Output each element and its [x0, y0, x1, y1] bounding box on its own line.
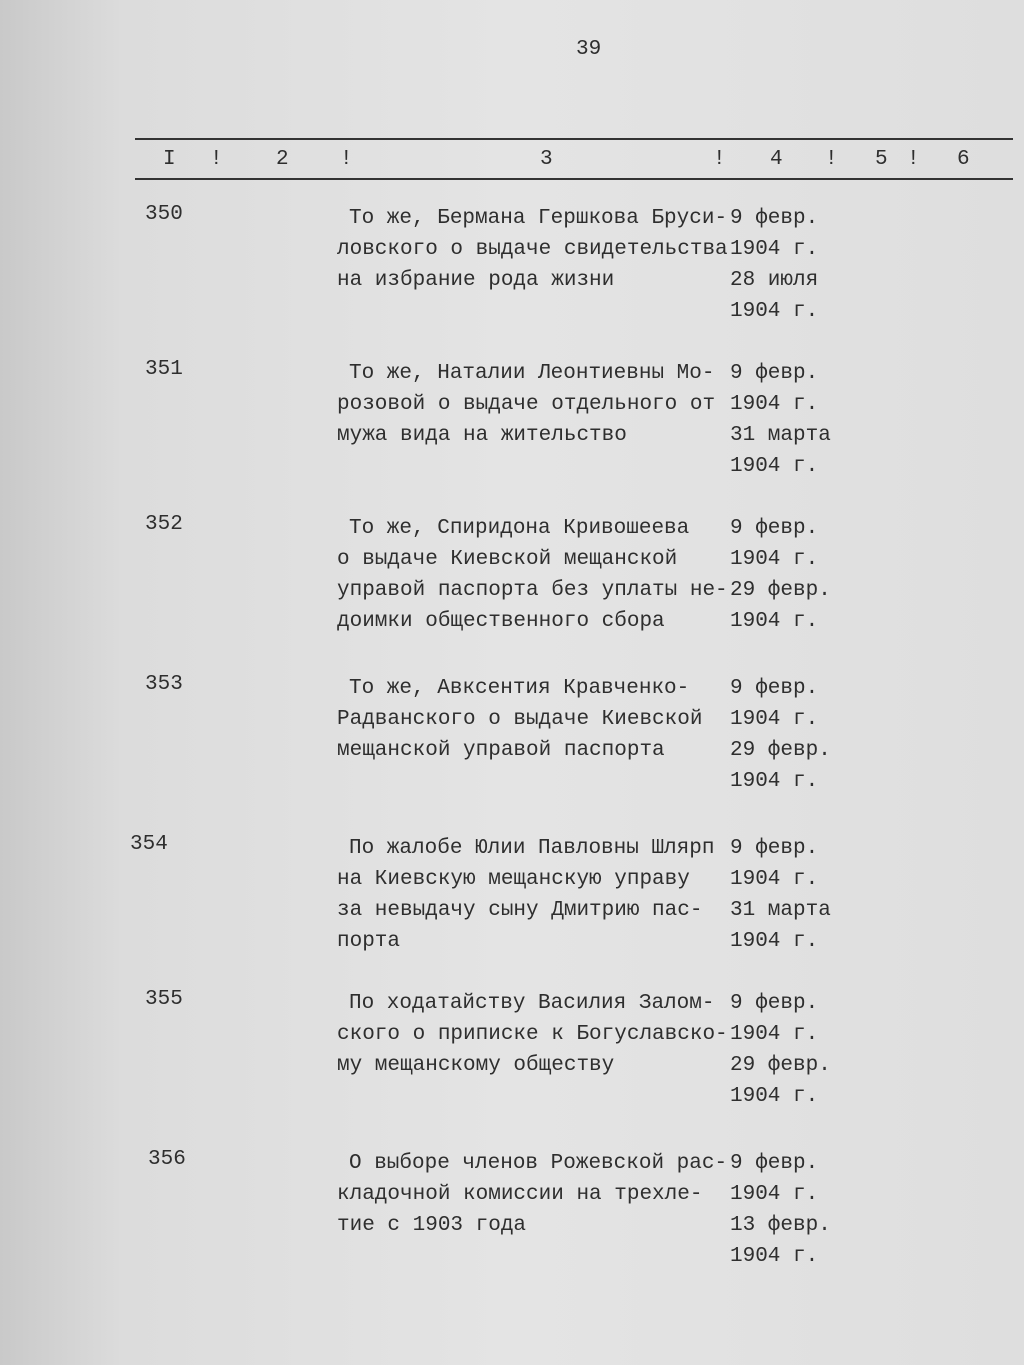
description-line: за невыдачу сыну Дмитрию пас-: [337, 899, 703, 922]
description-line: То же, Бермана Гершкова Бруси-: [349, 207, 728, 230]
page-number: 39: [576, 38, 602, 61]
date-line: 9 февр.: [730, 992, 819, 1015]
description-line: о выдаче Киевской мещанской: [337, 548, 678, 571]
entry-number: 352: [145, 513, 183, 536]
header-top-rule: [135, 138, 1013, 140]
description-line: тие с 1903 года: [337, 1214, 527, 1237]
entry-description: [337, 988, 728, 1081]
entry-number: 350: [145, 203, 183, 226]
entry-dates: [730, 203, 818, 327]
description-line: мещанской управой паспорта: [337, 739, 665, 762]
date-line: 9 февр.: [730, 1152, 819, 1175]
column-header-6: 6: [957, 148, 970, 171]
description-line: ловского о выдаче свидетельства: [337, 238, 728, 261]
column-header-5: 5: [875, 148, 888, 171]
description-line: на Киевскую мещанскую управу: [337, 868, 690, 891]
entry-description: [337, 833, 714, 957]
description-line: порта: [337, 930, 401, 953]
column-header-4: 4: [770, 148, 783, 171]
description-line: По жалобе Юлии Павловны Шлярп: [349, 837, 715, 860]
description-line: Радванского о выдаче Киевской: [337, 708, 703, 731]
column-separator: !: [713, 148, 726, 171]
date-line: 1904 г.: [730, 300, 819, 323]
column-separator: !: [825, 148, 838, 171]
date-line: 31 марта: [730, 899, 831, 922]
column-header-3: 3: [540, 148, 553, 171]
entry-number: 353: [145, 673, 183, 696]
date-line: 29 февр.: [730, 739, 831, 762]
description-line: доимки общественного сбора: [337, 610, 665, 633]
date-line: 1904 г.: [730, 238, 819, 261]
column-separator: !: [340, 148, 353, 171]
entry-description: [337, 1148, 727, 1241]
description-line: То же, Наталии Леонтиевны Мо-: [349, 362, 715, 385]
date-line: 9 февр.: [730, 677, 819, 700]
date-line: 29 февр.: [730, 579, 831, 602]
description-line: По ходатайству Василия Залом-: [349, 992, 715, 1015]
entry-dates: [730, 833, 831, 957]
entry-dates: [730, 673, 831, 797]
date-line: 1904 г.: [730, 1245, 819, 1268]
date-line: 1904 г.: [730, 1023, 819, 1046]
date-line: 1904 г.: [730, 610, 819, 633]
date-line: 1904 г.: [730, 708, 819, 731]
date-line: 1904 г.: [730, 868, 819, 891]
date-line: 1904 г.: [730, 393, 819, 416]
entry-dates: [730, 1148, 831, 1272]
date-line: 29 февр.: [730, 1054, 831, 1077]
entry-description: [337, 673, 702, 766]
date-line: 1904 г.: [730, 770, 819, 793]
date-line: 1904 г.: [730, 1183, 819, 1206]
description-line: ского о приписке к Богуславско-: [337, 1023, 728, 1046]
date-line: 9 февр.: [730, 362, 819, 385]
entry-dates: [730, 513, 831, 637]
description-line: на избрание рода жизни: [337, 269, 615, 292]
description-line: му мещанскому обществу: [337, 1054, 615, 1077]
description-line: кладочной комиссии на трехле-: [337, 1183, 703, 1206]
description-line: управой паспорта без уплаты не-: [337, 579, 728, 602]
date-line: 31 марта: [730, 424, 831, 447]
date-line: 13 февр.: [730, 1214, 831, 1237]
entry-dates: [730, 988, 831, 1112]
description-line: О выборе членов Рожевской рас-: [349, 1152, 728, 1175]
entry-description: [337, 513, 728, 637]
date-line: 1904 г.: [730, 455, 819, 478]
column-header-2: 2: [276, 148, 289, 171]
description-line: То же, Авксентия Кравченко-: [349, 677, 690, 700]
entry-number: 351: [145, 358, 183, 381]
date-line: 9 февр.: [730, 517, 819, 540]
date-line: 1904 г.: [730, 1085, 819, 1108]
description-line: мужа вида на жительство: [337, 424, 627, 447]
entry-dates: [730, 358, 831, 482]
column-header-1: I: [163, 148, 176, 171]
date-line: 1904 г.: [730, 548, 819, 571]
entry-number: 354: [130, 833, 168, 856]
entry-description: [337, 203, 728, 296]
entry-number: 355: [145, 988, 183, 1011]
description-line: розовой о выдаче отдельного от: [337, 393, 716, 416]
date-line: 1904 г.: [730, 930, 819, 953]
description-line: То же, Спиридона Кривошеева: [349, 517, 690, 540]
date-line: 9 февр.: [730, 207, 819, 230]
entry-number: 356: [148, 1148, 186, 1171]
date-line: 9 февр.: [730, 837, 819, 860]
header-bottom-rule: [135, 178, 1013, 180]
column-separator: !: [210, 148, 223, 171]
column-separator: !: [907, 148, 920, 171]
entry-description: [337, 358, 715, 451]
date-line: 28 июля: [730, 269, 819, 292]
